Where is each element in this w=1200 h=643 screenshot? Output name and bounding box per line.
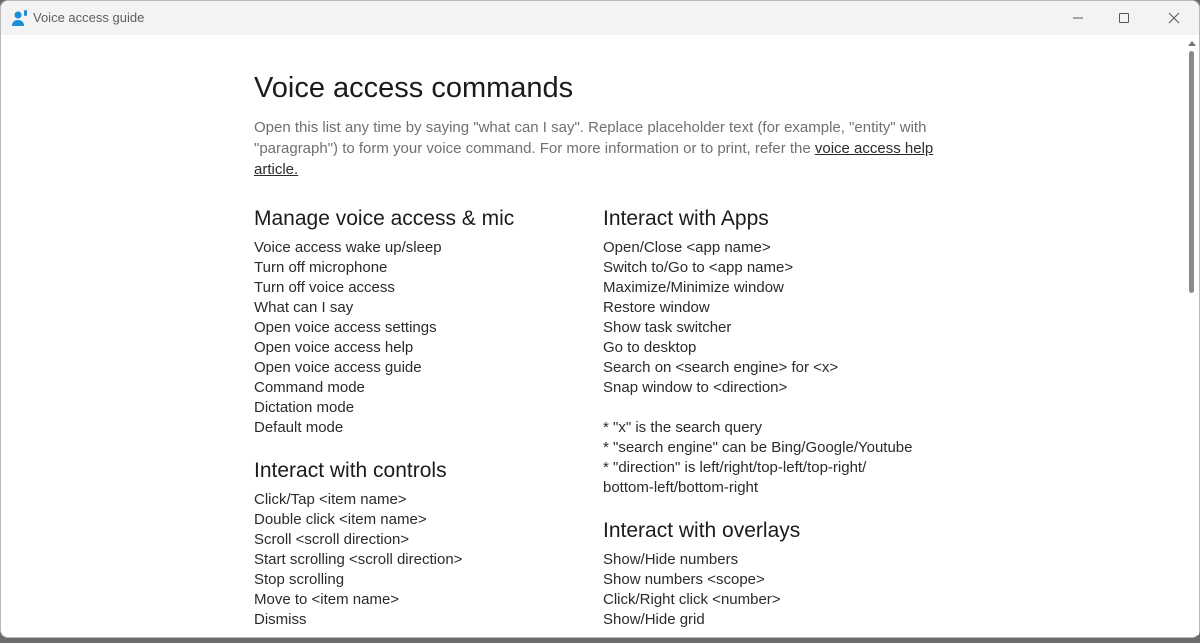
command-item: Search on <search engine> for <x> bbox=[603, 359, 839, 376]
section-heading: Interact with controls bbox=[254, 459, 447, 482]
page-title: Voice access commands bbox=[254, 72, 574, 104]
command-item: Maximize/Minimize window bbox=[603, 279, 784, 296]
command-section bbox=[603, 204, 943, 498]
command-item: Turn off voice access bbox=[254, 279, 395, 296]
command-item: Dictation mode bbox=[254, 399, 355, 416]
command-item: Start scrolling <scroll direction> bbox=[254, 551, 463, 568]
intro-text bbox=[254, 117, 944, 180]
command-section bbox=[603, 516, 943, 630]
minimize-icon bbox=[1072, 12, 1084, 24]
command-item: Switch to/Go to <app name> bbox=[603, 259, 794, 276]
command-item: Turn off microphone bbox=[254, 259, 388, 276]
command-note: bottom-left/bottom-right bbox=[603, 479, 759, 496]
command-item: Show/Hide numbers bbox=[603, 551, 739, 568]
command-item: Show task switcher bbox=[603, 319, 732, 336]
scroll-up-arrow-icon[interactable] bbox=[1188, 41, 1196, 46]
command-item: Command mode bbox=[254, 379, 365, 396]
command-item: Snap window to <direction> bbox=[603, 379, 788, 396]
command-note: * "x" is the search query bbox=[603, 419, 763, 436]
command-item: What can I say bbox=[254, 299, 354, 316]
title-bar bbox=[1, 1, 1199, 35]
left-column bbox=[254, 204, 594, 630]
section-heading: Manage voice access & mic bbox=[254, 207, 515, 230]
command-note: * "search engine" can be Bing/Google/Youtube bbox=[603, 439, 913, 456]
help-article-link[interactable]: voice access help article. bbox=[254, 140, 934, 178]
command-item: Show/Hide grid bbox=[603, 611, 705, 628]
command-section bbox=[254, 204, 594, 438]
voice-access-app-icon bbox=[11, 9, 29, 27]
command-item: Move to <item name> bbox=[254, 591, 400, 608]
command-item: Restore window bbox=[603, 299, 710, 316]
command-item: Open voice access help bbox=[254, 339, 414, 356]
command-item: Voice access wake up/sleep bbox=[254, 239, 442, 256]
maximize-icon bbox=[1118, 12, 1130, 24]
intro-body: Open this list any time by saying "what can I say". Replace placeholder text (for example, "entity" with "paragraph") to form your voice command. For more information or to print, refer the bbox=[254, 119, 927, 157]
window-title: Voice access guide bbox=[33, 10, 145, 25]
command-section bbox=[254, 456, 594, 630]
spacer bbox=[603, 398, 943, 418]
command-item: Click/Right click <number> bbox=[603, 591, 781, 608]
section-heading: Interact with Apps bbox=[603, 207, 769, 230]
guide-content bbox=[1, 35, 1185, 628]
close-icon bbox=[1168, 12, 1180, 24]
vertical-scrollbar[interactable] bbox=[1185, 35, 1199, 635]
command-item: Open voice access guide bbox=[254, 359, 422, 376]
section-heading: Interact with overlays bbox=[603, 519, 801, 542]
command-item: Open/Close <app name> bbox=[603, 239, 771, 256]
close-button[interactable] bbox=[1151, 1, 1197, 35]
command-item: Stop scrolling bbox=[254, 571, 345, 588]
right-column bbox=[603, 204, 943, 630]
command-item: Go to desktop bbox=[603, 339, 697, 356]
minimize-button[interactable] bbox=[1055, 1, 1101, 35]
command-item: Open voice access settings bbox=[254, 319, 437, 336]
command-item: Dismiss bbox=[254, 611, 307, 628]
maximize-button[interactable] bbox=[1101, 1, 1147, 35]
command-item: Scroll <scroll direction> bbox=[254, 531, 410, 548]
command-item: Show numbers <scope> bbox=[603, 571, 765, 588]
command-item: Click/Tap <item name> bbox=[254, 491, 407, 508]
scrollbar-thumb[interactable] bbox=[1189, 51, 1194, 293]
command-item: Double click <item name> bbox=[254, 511, 427, 528]
command-item: Default mode bbox=[254, 419, 344, 436]
command-note: * "direction" is left/right/top-left/top-right/ bbox=[603, 459, 867, 476]
